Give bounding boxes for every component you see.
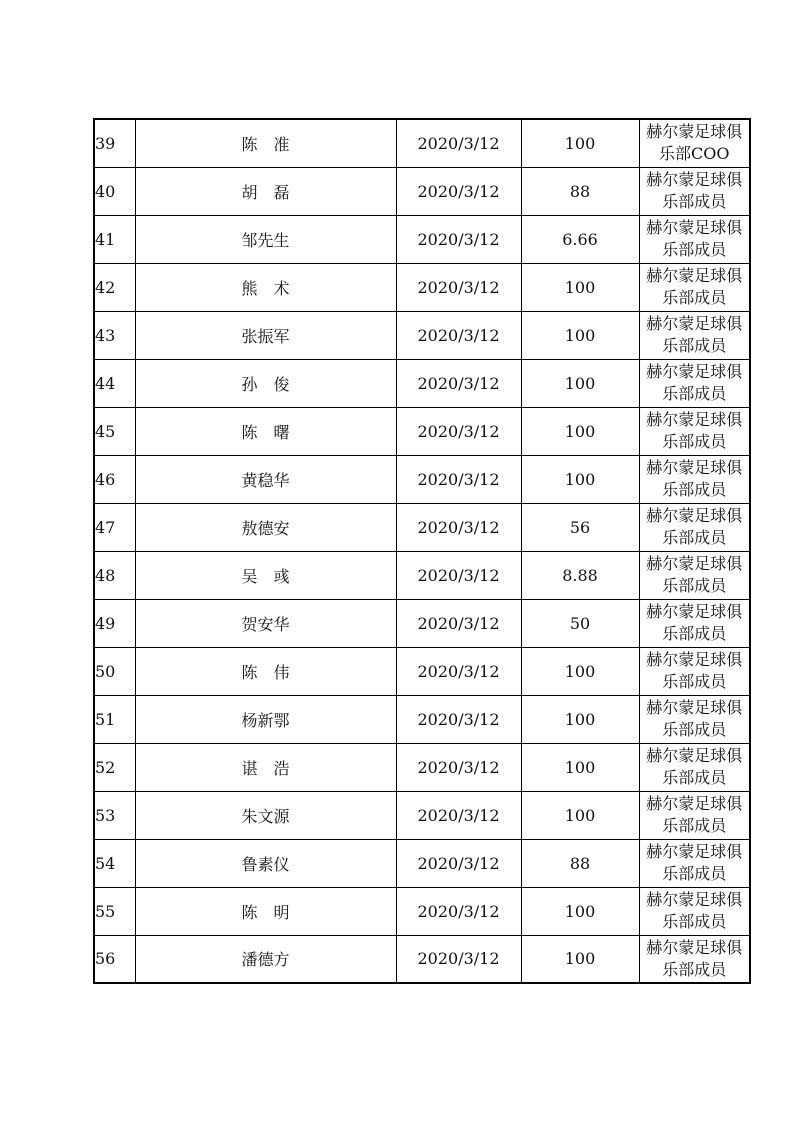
donation-amount: 100 (564, 709, 596, 729)
donation-amount: 56 (569, 517, 591, 537)
donation-date: 2020/3/12 (417, 805, 500, 825)
donation-date-cell (396, 887, 521, 935)
remark-text: 赫尔蒙足球俱 (646, 218, 743, 237)
donor-name: 潘德方 (241, 950, 290, 970)
row-number-cell (94, 311, 135, 359)
row-number-cell (94, 503, 135, 551)
donation-table (93, 118, 751, 984)
table-row (94, 743, 750, 791)
table-row (94, 311, 750, 359)
donation-amount-cell (521, 215, 639, 263)
remark-text: 乐部成员 (662, 528, 727, 547)
donor-name-cell (135, 503, 396, 551)
donation-date: 2020/3/12 (417, 229, 500, 249)
table-row (94, 935, 750, 983)
remark-text: 乐部成员 (662, 624, 727, 643)
donor-name-cell (135, 119, 396, 167)
donation-amount-cell (521, 791, 639, 839)
donation-date-cell (396, 119, 521, 167)
table-row (94, 215, 750, 263)
donation-date: 2020/3/12 (417, 277, 500, 297)
donation-date: 2020/3/12 (417, 901, 500, 921)
donation-date-cell (396, 407, 521, 455)
remark-text: 乐部成员 (662, 959, 727, 979)
donation-date: 2020/3/12 (417, 421, 500, 441)
remark-cell (639, 887, 750, 935)
remark-text: 赫尔蒙足球俱 (646, 794, 743, 813)
remark-text: 乐部成员 (662, 384, 727, 403)
remark-text: 乐部成员 (662, 912, 727, 931)
remark-text: 乐部成员 (662, 240, 727, 259)
row-number: 54 (95, 853, 116, 873)
remark-text: 赫尔蒙足球俱 (646, 362, 743, 381)
table-row (94, 647, 750, 695)
table-row (94, 359, 750, 407)
donor-name-cell (135, 359, 396, 407)
row-number: 49 (95, 613, 116, 633)
donor-name-cell (135, 647, 396, 695)
row-number-cell (94, 359, 135, 407)
remark-text: 赫尔蒙足球俱 (646, 602, 743, 621)
donor-name: 鲁素仪 (241, 854, 290, 874)
donor-name-cell (135, 215, 396, 263)
remark-cell (639, 935, 750, 983)
donor-name-cell (135, 167, 396, 215)
donor-name-cell (135, 455, 396, 503)
table-row (94, 599, 750, 647)
row-number: 53 (95, 805, 116, 825)
donation-amount: 100 (564, 901, 596, 921)
row-number-cell (94, 791, 135, 839)
donation-amount-cell (521, 887, 639, 935)
donation-date: 2020/3/12 (417, 133, 500, 153)
donation-date-cell (396, 503, 521, 551)
donation-date: 2020/3/12 (417, 757, 500, 777)
donation-amount-cell (521, 935, 639, 983)
donation-date: 2020/3/12 (417, 949, 500, 969)
remark-text: 乐部成员 (662, 192, 727, 211)
row-number: 41 (95, 229, 116, 249)
row-number-cell (94, 599, 135, 647)
donation-date-cell (396, 167, 521, 215)
donation-date-cell (396, 215, 521, 263)
donation-amount-cell (521, 551, 639, 599)
table-row (94, 839, 750, 887)
donation-amount: 8.88 (562, 565, 598, 585)
donor-name: 熊 术 (241, 278, 290, 298)
donor-name: 孙 俊 (241, 374, 290, 394)
donation-date: 2020/3/12 (417, 661, 500, 681)
row-number-cell (94, 647, 135, 695)
remark-text: 乐部成员 (662, 864, 727, 883)
row-number-cell (94, 119, 135, 167)
remark-text: 赫尔蒙足球俱 (646, 890, 743, 909)
table-row (94, 887, 750, 935)
donor-name-cell (135, 839, 396, 887)
row-number: 55 (95, 901, 116, 921)
donor-name-cell (135, 551, 396, 599)
donation-date: 2020/3/12 (417, 325, 500, 345)
donation-date-cell (396, 311, 521, 359)
donor-name: 张振军 (241, 326, 290, 346)
remark-cell (639, 167, 750, 215)
table-row (94, 407, 750, 455)
row-number-cell (94, 935, 135, 983)
donation-date-cell (396, 839, 521, 887)
donation-amount: 100 (564, 277, 596, 297)
table-row (94, 551, 750, 599)
donation-date: 2020/3/12 (417, 181, 500, 201)
donor-name-cell (135, 407, 396, 455)
remark-cell (639, 551, 750, 599)
row-number: 52 (95, 757, 116, 777)
donation-amount: 100 (564, 325, 596, 345)
remark-text: 赫尔蒙足球俱 (646, 554, 743, 573)
row-number-cell (94, 455, 135, 503)
remark-text: 赫尔蒙足球俱 (646, 170, 743, 189)
donor-name-cell (135, 263, 396, 311)
donation-amount: 100 (564, 805, 596, 825)
row-number-cell (94, 695, 135, 743)
donor-name-cell (135, 599, 396, 647)
donation-date-cell (396, 935, 521, 983)
row-number: 50 (95, 661, 116, 681)
donation-amount: 88 (569, 853, 591, 873)
row-number: 48 (95, 565, 116, 585)
donation-amount-cell (521, 503, 639, 551)
donation-amount-cell (521, 119, 639, 167)
row-number: 51 (95, 709, 116, 729)
donation-amount-cell (521, 695, 639, 743)
remark-cell (639, 311, 750, 359)
row-number: 56 (95, 949, 116, 969)
donor-name: 杨新鄂 (241, 710, 290, 730)
donation-amount-cell (521, 167, 639, 215)
table-row (94, 119, 750, 167)
row-number: 46 (95, 469, 116, 489)
row-number: 42 (95, 277, 116, 297)
donation-date-cell (396, 599, 521, 647)
donor-name: 陈 曙 (241, 422, 290, 442)
remark-cell (639, 695, 750, 743)
donation-amount-cell (521, 647, 639, 695)
donation-date-cell (396, 359, 521, 407)
donation-amount: 100 (564, 421, 596, 441)
remark-text: 赫尔蒙足球俱 (646, 458, 743, 477)
donor-name-cell (135, 743, 396, 791)
donation-amount-cell (521, 359, 639, 407)
remark-text: 赫尔蒙足球俱 (646, 842, 743, 861)
donor-name-cell (135, 791, 396, 839)
remark-text: 赫尔蒙足球俱 (646, 506, 743, 525)
row-number-cell (94, 215, 135, 263)
donation-date: 2020/3/12 (417, 709, 500, 729)
donation-date-cell (396, 455, 521, 503)
donation-amount: 6.66 (562, 229, 598, 249)
donor-name: 朱文源 (241, 806, 290, 826)
row-number-cell (94, 839, 135, 887)
donation-amount-cell (521, 599, 639, 647)
donation-amount-cell (521, 311, 639, 359)
remark-cell (639, 503, 750, 551)
donation-amount: 100 (564, 373, 596, 393)
table-row (94, 791, 750, 839)
remark-text: 赫尔蒙足球俱 (646, 122, 743, 142)
row-number-cell (94, 551, 135, 599)
row-number: 40 (95, 181, 116, 201)
row-number: 43 (95, 325, 116, 345)
remark-cell (639, 455, 750, 503)
donor-name-cell (135, 887, 396, 935)
donor-name: 邹先生 (241, 230, 290, 250)
donation-amount-cell (521, 743, 639, 791)
donation-table-body (94, 119, 750, 983)
remark-cell (639, 215, 750, 263)
remark-text: 乐部成员 (662, 480, 727, 499)
donation-amount-cell (521, 407, 639, 455)
donation-amount: 100 (564, 757, 596, 777)
remark-text: 赫尔蒙足球俱 (646, 746, 743, 765)
donation-amount: 100 (564, 661, 596, 681)
remark-text: 乐部成员 (662, 672, 727, 691)
donation-amount: 100 (564, 949, 596, 969)
donor-name: 吴 彧 (241, 566, 290, 586)
donation-date-cell (396, 647, 521, 695)
remark-text: 赫尔蒙足球俱 (646, 698, 743, 717)
remark-text: 乐部成员 (662, 720, 727, 739)
table-row (94, 167, 750, 215)
table-row (94, 695, 750, 743)
remark-text: 赫尔蒙足球俱 (646, 266, 743, 285)
remark-cell (639, 263, 750, 311)
row-number-cell (94, 743, 135, 791)
donor-name: 陈 伟 (241, 662, 290, 682)
remark-text: 乐部COO (659, 144, 730, 164)
table-row (94, 455, 750, 503)
remark-cell (639, 839, 750, 887)
donation-amount: 88 (569, 181, 591, 201)
donor-name: 敖德安 (241, 518, 290, 538)
table-row (94, 503, 750, 551)
row-number: 39 (95, 133, 116, 153)
remark-text: 乐部成员 (662, 576, 727, 595)
donor-name-cell (135, 935, 396, 983)
row-number: 45 (95, 421, 116, 441)
donor-name: 陈 准 (241, 134, 290, 154)
row-number-cell (94, 263, 135, 311)
donation-amount: 50 (569, 613, 591, 633)
donor-name-cell (135, 311, 396, 359)
donation-amount-cell (521, 839, 639, 887)
remark-text: 乐部成员 (662, 432, 727, 451)
remark-cell (639, 743, 750, 791)
donor-name: 胡 磊 (241, 182, 290, 202)
donation-date: 2020/3/12 (417, 613, 500, 633)
donation-date: 2020/3/12 (417, 853, 500, 873)
remark-text: 乐部成员 (662, 336, 727, 355)
remark-text: 赫尔蒙足球俱 (646, 410, 743, 429)
donation-amount: 100 (564, 133, 596, 153)
row-number: 47 (95, 517, 116, 537)
donor-name-cell (135, 695, 396, 743)
donation-date-cell (396, 791, 521, 839)
donor-name: 陈 明 (241, 902, 290, 922)
remark-text: 乐部成员 (662, 816, 727, 835)
remark-text: 乐部成员 (662, 768, 727, 787)
donation-date-cell (396, 263, 521, 311)
donation-date: 2020/3/12 (417, 565, 500, 585)
donation-date: 2020/3/12 (417, 373, 500, 393)
donation-date: 2020/3/12 (417, 517, 500, 537)
donation-amount-cell (521, 263, 639, 311)
donor-name: 贺安华 (241, 614, 290, 634)
row-number-cell (94, 887, 135, 935)
row-number: 44 (95, 373, 116, 393)
remark-text: 赫尔蒙足球俱 (646, 650, 743, 669)
row-number-cell (94, 407, 135, 455)
remark-text: 乐部成员 (662, 288, 727, 307)
donor-name: 谌 浩 (241, 758, 290, 778)
remark-cell (639, 359, 750, 407)
remark-cell (639, 647, 750, 695)
donation-date: 2020/3/12 (417, 469, 500, 489)
row-number-cell (94, 167, 135, 215)
donation-date-cell (396, 551, 521, 599)
remark-cell (639, 407, 750, 455)
remark-cell (639, 119, 750, 167)
remark-text: 赫尔蒙足球俱 (646, 937, 743, 957)
donation-date-cell (396, 743, 521, 791)
donor-name: 黄稳华 (241, 470, 290, 490)
remark-cell (639, 599, 750, 647)
donation-amount: 100 (564, 469, 596, 489)
remark-cell (639, 791, 750, 839)
table-row (94, 263, 750, 311)
donation-amount-cell (521, 455, 639, 503)
donation-date-cell (396, 695, 521, 743)
remark-text: 赫尔蒙足球俱 (646, 314, 743, 333)
